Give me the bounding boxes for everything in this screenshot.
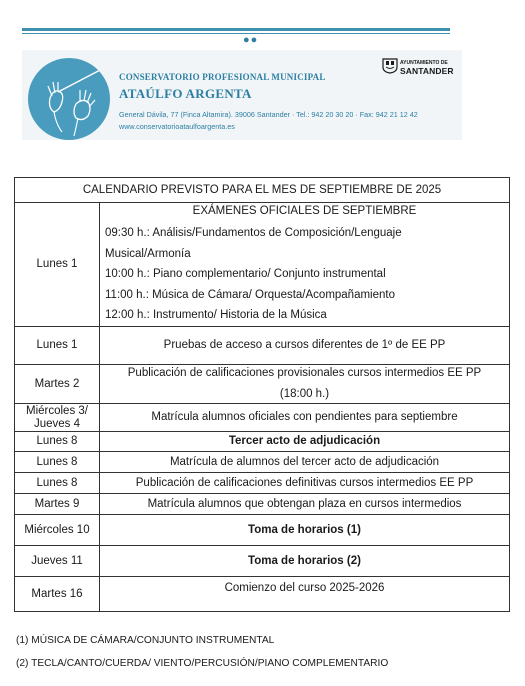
row-text-line1: Publicación de calificaciones provisionales cursos intermedios EE PP <box>127 367 482 379</box>
calendar-title: CALENDARIO PREVISTO PARA EL MES DE SEPTIEMBRE DE 2025 <box>15 178 510 203</box>
footnote-2: (2) TECLA/CANTO/CUERDA/ VIENTO/PERCUSIÓN/PIANO COMPLEMENTARIO <box>16 658 389 669</box>
row-day: Martes 2 <box>15 365 100 404</box>
exam-day: Lunes 1 <box>15 203 100 327</box>
row-text: Tercer acto de adjudicación <box>100 432 510 452</box>
exam-block-title: EXÁMENES OFICIALES DE SEPTIEMBRE <box>192 205 417 218</box>
org-website: www.conservatorioataulfoargenta.es <box>119 122 235 131</box>
exam-line: 11:00 h.: Música de Cámara/ Orquesta/Acompañamiento <box>105 288 395 301</box>
row-text: Toma de horarios (2) <box>100 546 510 577</box>
row-text: Pruebas de acceso a cursos diferentes de 1º de EE PP <box>100 327 510 365</box>
ayuntamiento-label: AYUNTAMIENTO DE <box>400 60 448 66</box>
row-day-line1: Miércoles 3/ <box>26 404 88 417</box>
exam-line: 12:00 h.: Instrumento/ Historia de la Música <box>105 309 327 322</box>
row-day: Lunes 8 <box>15 452 100 473</box>
footnote-1: (1) MÚSICA DE CÁMARA/CONJUNTO INSTRUMENTAL <box>16 635 275 646</box>
row-text: Matrícula alumnos que obtengan plaza en cursos intermedios <box>100 494 510 515</box>
calendar-table <box>14 177 510 612</box>
exam-block <box>100 203 510 327</box>
row-day: Lunes 1 <box>15 327 100 365</box>
exam-line: 09:30 h.: Análisis/Fundamentos de Composición/Lenguaje <box>105 227 402 240</box>
row-day: Lunes 8 <box>15 432 100 452</box>
header-rule-thick <box>22 28 450 31</box>
row-text: Comienzo del curso 2025-2026 <box>100 577 510 612</box>
row-text: Matrícula alumnos oficiales con pendientes para septiembre <box>100 404 510 432</box>
exam-line: Musical/Armonía <box>105 247 191 260</box>
conductor-hands-logo-icon <box>28 58 110 140</box>
row-text: Publicación de calificaciones definitivas cursos intermedios EE PP <box>100 473 510 494</box>
row-day-line2: Jueves 4 <box>33 417 81 430</box>
row-day: Jueves 11 <box>15 546 100 577</box>
row-day: Miércoles 10 <box>15 515 100 546</box>
row-text <box>100 365 510 404</box>
org-name: ATAÚLFO ARGENTA <box>119 86 252 101</box>
row-text: Toma de horarios (1) <box>100 515 510 546</box>
ayuntamiento-city: SANTANDER <box>400 66 454 76</box>
row-text: Matrícula de alumnos del tercer acto de adjudicación <box>100 452 510 473</box>
header-rule-thin <box>22 33 450 34</box>
row-day: Martes 16 <box>15 577 100 612</box>
exam-line: 10:00 h.: Piano complementario/ Conjunto instrumental <box>105 268 386 281</box>
row-text-line2: (18:00 h.) <box>279 388 330 400</box>
header-dots: ●● <box>243 34 259 46</box>
row-day: Lunes 8 <box>15 473 100 494</box>
city-seal-icon <box>381 56 399 74</box>
row-day: Martes 9 <box>15 494 100 515</box>
org-subtitle: CONSERVATORIO PROFESIONAL MUNICIPAL <box>119 72 326 82</box>
org-address: General Dávila, 77 (Finca Altamira). 39006 Santander · Tel.: 942 20 30 20 · Fax: 942 21 12 42 <box>119 110 418 119</box>
row-day <box>15 404 100 432</box>
